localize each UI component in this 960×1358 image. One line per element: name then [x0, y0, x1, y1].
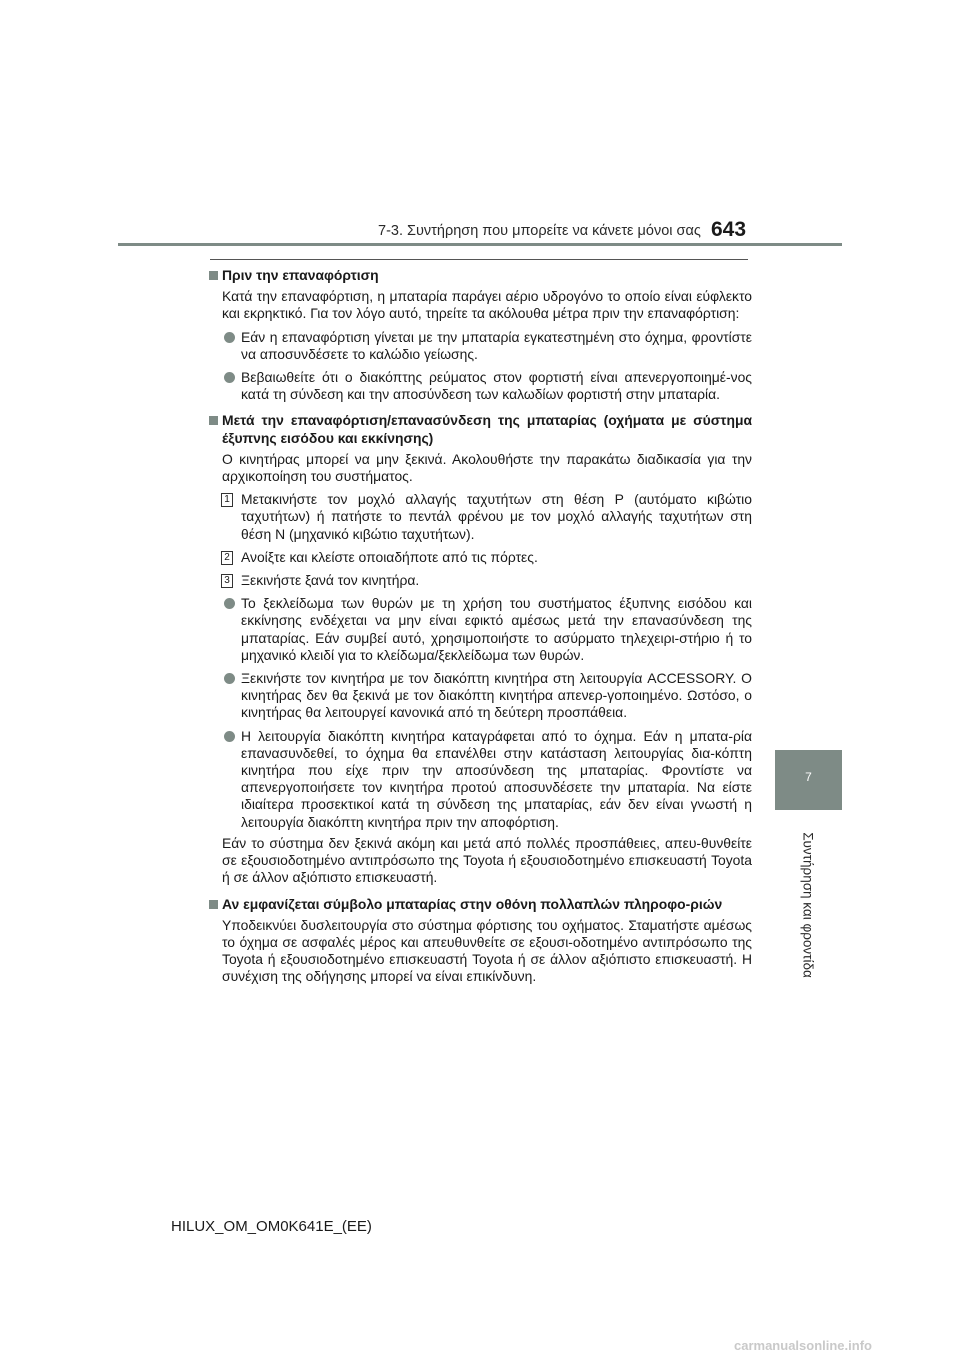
chapter-tab[interactable]	[775, 750, 842, 810]
bullet-item: Βεβαιωθείτε ότι ο διακόπτης ρεύματος στον φορτιστή είναι απενεργοποιημέ-νος κατά τη σύνδεση και την αποσύνδεση των καλωδίων φορτιστή στην μπαταρία.	[206, 369, 752, 403]
square-bullet-icon	[209, 416, 218, 425]
step-item: 3 Ξεκινήστε ξανά τον κινητήρα.	[206, 572, 752, 589]
square-bullet-icon	[209, 271, 218, 280]
page-content	[206, 267, 752, 986]
section-heading: Αν εμφανίζεται σύμβολο μπαταρίας στην οθόνη πολλαπλών πληροφο-ριών	[206, 896, 752, 913]
bullet-item: Η λειτουργία διακόπτη κινητήρα καταγράφεται από το όχημα. Εάν η μπατα-ρία επανασυνδεθεί, το όχημα θα επανέλθει στην κατάσταση λειτουργίας δια-κόπτη κινητήρα που είχε πριν την αποσύνδεση της μπαταρίας. Φροντίστε να απενεργοποιήσετε τον κινητήρα προτού αποσυνδέσετε την μπαταρία. Να είστε ιδιαίτερα προσεκτικοί κατά τη σύνδεση της μπαταρίας, εάν δεν είναι γνωστή η λειτουργία διακόπτη κινητήρα πριν την αποφόρτιση.	[206, 728, 752, 831]
step-number: 1	[221, 493, 233, 507]
step-item: 2 Ανοίξτε και κλείστε οποιαδήποτε από τις πόρτες.	[206, 549, 752, 566]
circle-bullet-icon	[224, 598, 235, 609]
bullet-item: Ξεκινήστε τον κινητήρα με τον διακόπτη κινητήρα στη λειτουργία ACCESSORY. Ο κινητήρας δεν θα ξεκινά με τον διακόπτη κινητήρα απενερ-γοποιημένο. Ωστόσο, ο κινητήρας θα λειτουργεί κανονικά από τη δεύτερη προσπάθεια.	[206, 670, 752, 722]
circle-bullet-icon	[224, 731, 235, 742]
document-code: HILUX_OM_OM0K641E_(EE)	[171, 1218, 372, 1235]
square-bullet-icon	[209, 900, 218, 909]
step-number: 2	[221, 551, 233, 565]
paragraph: Υποδεικνύει δυσλειτουργία στο σύστημα φόρτισης του οχήματος. Σταματήστε αμέσως το όχημα σε ασφαλές μέρος και απευθυνθείτε σε εξουσι-οδοτημένο αντιπρόσωπο της Toyota ή εξουσιοδοτημένο επισκευαστή Toyota ή σε άλλον αξιόπιστο επισκευαστή. Η συνέχιση της οδήγησης μπορεί να είναι επικίνδυνη.	[222, 916, 752, 985]
paragraph: Κατά την επαναφόρτιση, η μπαταρία παράγει αέριο υδρογόνο το οποίο είναι εύφλεκτο και εκρηκτικό. Για τον λόγο αυτό, τηρείτε τα ακόλουθα μέτρα πριν την επαναφόρτιση:	[222, 288, 752, 322]
paragraph: Εάν το σύστημα δεν ξεκινά ακόμη και μετά από πολλές προσπάθειες, απευ-θυνθείτε σε εξουσιοδοτημένο αντιπρόσωπο της Toyota ή εξουσιοδοτημένο επισκευαστή Toyota ή σε άλλον αξιόπιστο επισκευαστή.	[222, 834, 752, 886]
page-number: 643	[711, 218, 747, 241]
bullet-item: Εάν η επαναφόρτιση γίνεται με την μπαταρία εγκατεστημένη στο όχημα, φροντίστε να αποσυνδέσετε το καλώδιο γείωσης.	[206, 329, 752, 363]
circle-bullet-icon	[224, 673, 235, 684]
step-number: 3	[221, 574, 233, 588]
section-heading: Πριν την επαναφόρτιση	[206, 267, 752, 284]
chapter-title: Συντήρηση και φροντίδα	[800, 832, 816, 978]
step-item: 1 Μετακινήστε τον μοχλό αλλαγής ταχυτήτων στη θέση P (αυτόματο κιβώτιο ταχυτήτων) ή πατήστε το πεντάλ φρένου με τον μοχλό αλλαγής ταχυτήτων στη θέση N (μηχανικό κιβώτιο ταχυτήτων).	[206, 491, 752, 543]
section-title: 7-3. Συντήρηση που μπορείτε να κάνετε μόνοι σας	[378, 223, 701, 239]
watermark: carmanualsonline.info	[734, 1338, 872, 1353]
header-rule	[118, 243, 842, 246]
circle-bullet-icon	[224, 332, 235, 343]
content-divider	[210, 259, 748, 260]
bullet-item: Το ξεκλείδωμα των θυρών με τη χρήση του συστήματος έξυπνης εισόδου και εκκίνησης ενδέχεται να μην είναι εφικτό αμέσως μετά την επανασύνδεση της μπαταρίας. Εάν συμβεί αυτό, χρησιμοποιήστε το ασύρματο τηλεχειρι-στήριο ή το μηχανικό κλειδί για το κλείδωμα/ξεκλείδωμα των θυρών.	[206, 595, 752, 664]
circle-bullet-icon	[224, 372, 235, 383]
chapter-number: 7	[805, 770, 812, 784]
section-heading: Μετά την επαναφόρτιση/επανασύνδεση της μπαταρίας (οχήματα με σύστημα έξυπνης εισόδου και εκκίνησης)	[206, 412, 752, 446]
paragraph: Ο κινητήρας μπορεί να μην ξεκινά. Ακολουθήστε την παρακάτω διαδικασία για την αρχικοποίηση του συστήματος.	[222, 450, 752, 485]
